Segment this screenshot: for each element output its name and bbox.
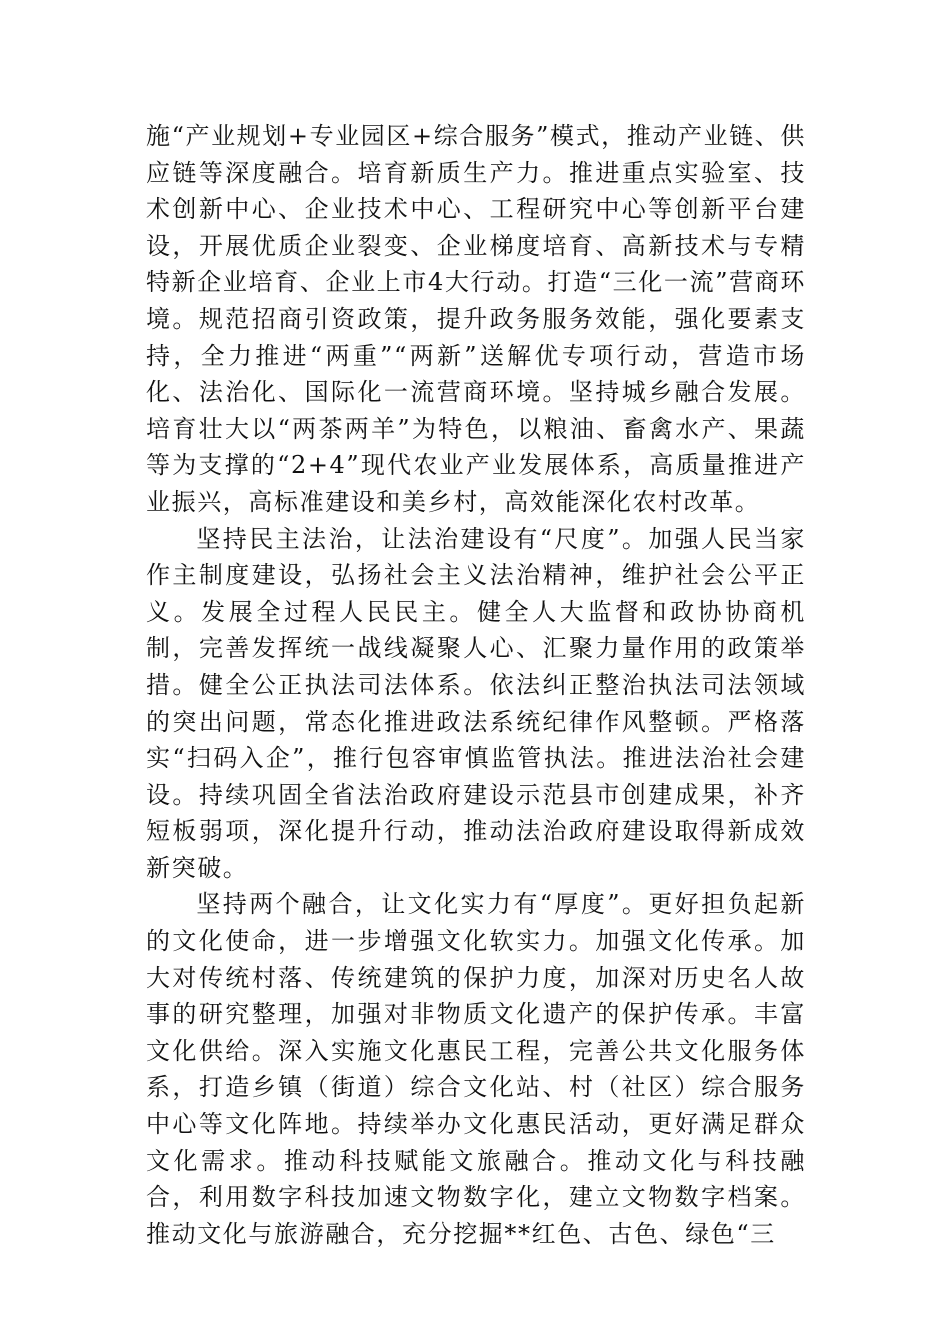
paragraph-culture: 坚持两个融合，让文化实力有“厚度”。更好担负起新的文化使命，进一步增强文化软实力。加强文化传承。加大对传统村落、传统建筑的保护力度，加深对历史名人故事的研究整理，加强对非物质文化遗产的保护传承。丰富文化供给。深入实施文化惠民工程，完善公共文化服务体系，打造乡镇（街道）综合文化站、村（社区）综合服务中心等文化阵地。持续举办文化惠民活动，更好满足群众文化需求。推动科技赋能文旅融合。推动文化与科技融合，利用数字科技加速文物数字化，建立文物数字档案。推动文化与旅游融合，充分挖掘**红色、古色、绿色“三 (146, 890, 806, 1248)
document-body (146, 118, 806, 1252)
paragraph-economy-continuation: 施“产业规划+专业园区+综合服务”模式，推动产业链、供应链等深度融合。培育新质生产力。推进重点实验室、技术创新中心、企业技术中心、工程研究中心等创新平台建设，开展优质企业裂变、企业梯度培育、高新技术与专精特新企业培育、企业上市4大行动。打造“三化一流”营商环境。规范招商引资政策，提升政务服务效能，强化要素支持，全力推进“两重”“两新”送解优专项行动，营造市场化、法治化、国际化一流营商环境。坚持城乡融合发展。培育壮大以“两茶两羊”为特色，以粮油、畜禽水产、果蔬等为支撑的“2+4”现代农业产业发展体系，高质量推进产业振兴，高标准建设和美乡村，高效能深化农村改革。 (146, 122, 806, 516)
paragraph-rule-of-law: 坚持民主法治，让法治建设有“尺度”。加强人民当家作主制度建设，弘扬社会主义法治精神，维护社会公平正义。发展全过程人民民主。健全人大监督和政协协商机制，完善发挥统一战线凝聚人心、汇聚力量作用的政策举措。健全公正执法司法体系。依法纠正整治执法司法领域的突出问题，常态化推进政法系统纪律作风整顿。严格落实“扫码入企”，推行包容审慎监管执法。推进法治社会建设。持续巩固全省法治政府建设示范县市创建成果，补齐短板弱项，深化提升行动，推动法治政府建设取得新成效新突破。 (146, 524, 806, 882)
